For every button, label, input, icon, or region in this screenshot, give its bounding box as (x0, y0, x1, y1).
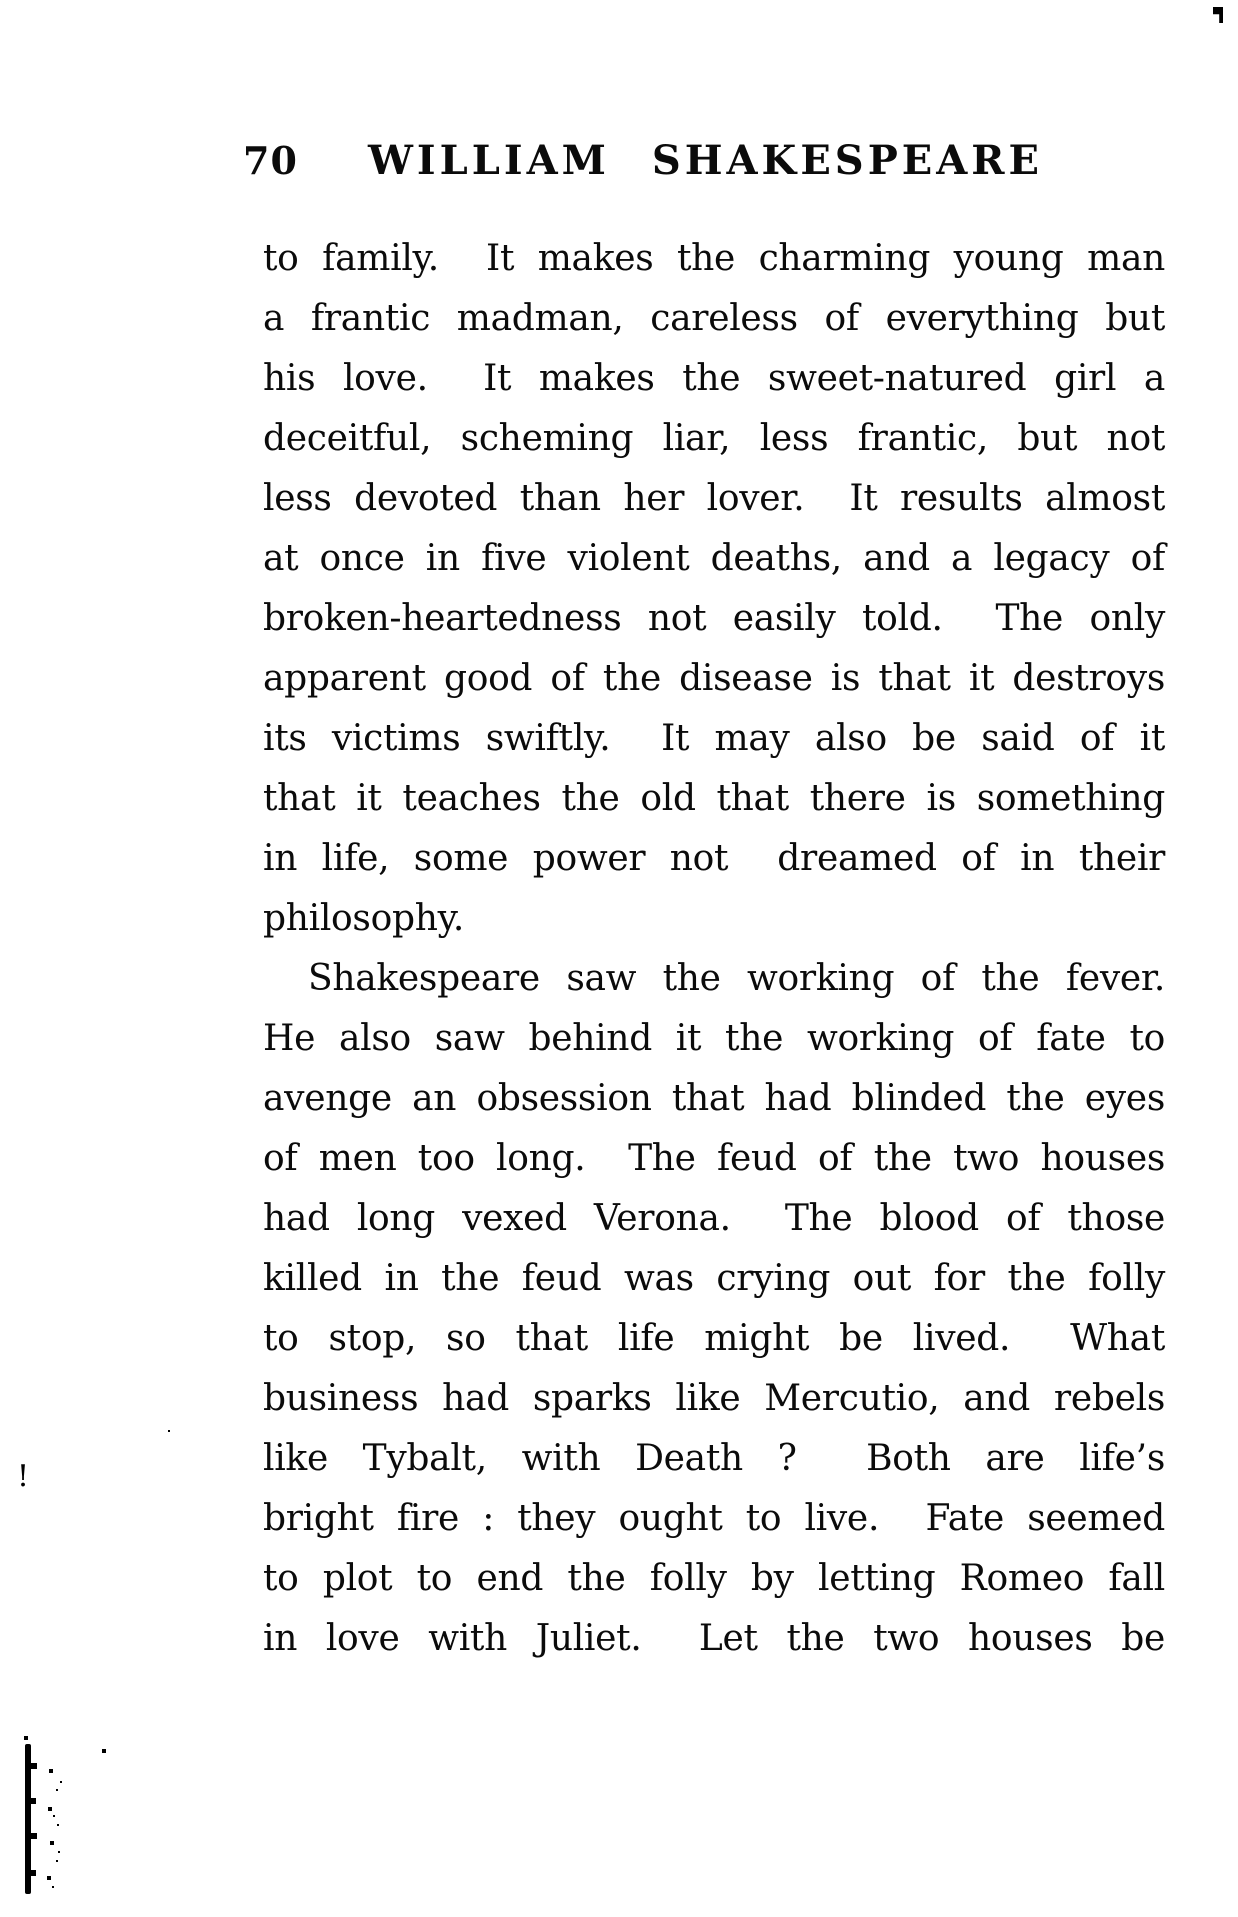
corner-ink-mark (1213, 7, 1223, 23)
text-line: in life, some power not dreamed of in their (263, 838, 1165, 879)
text-line: broken-heartedness not easily told. The only (263, 598, 1165, 639)
ink-speckles (0, 0, 2, 2)
margin-exclamation-mark: ! (17, 1459, 30, 1494)
text-line: at once in five violent deaths, and a legacy of (263, 538, 1165, 579)
text-line: less devoted than her lover. It results almost (263, 478, 1165, 519)
text-block (263, 229, 1165, 1669)
text-line: deceitful, scheming liar, less frantic, but not (263, 418, 1165, 459)
paragraph (263, 229, 1165, 949)
text-line: its victims swiftly. It may also be said of it (263, 718, 1165, 759)
text-line: to family. It makes the charming young man (263, 238, 1165, 279)
text-line: that it teaches the old that there is something (263, 778, 1165, 819)
text-line: his love. It makes the sweet-natured girl a (263, 358, 1165, 399)
text-line: avenge an obsession that had blinded the eyes (263, 1078, 1165, 1119)
ink-smudge (25, 1744, 31, 1894)
text-line: to plot to end the folly by letting Romeo fall (263, 1558, 1165, 1599)
text-line: philosophy. (263, 898, 465, 939)
page-title: WILLIAM SHAKESPEARE (368, 137, 1044, 184)
text-line: like Tybalt, with Death ? Both are life’s (263, 1438, 1165, 1479)
paragraph (263, 949, 1165, 1669)
text-line: Shakespeare saw the working of the fever. (308, 958, 1165, 999)
running-head (0, 138, 1238, 184)
text-line: in love with Juliet. Let the two houses be (263, 1618, 1165, 1659)
text-line: business had sparks like Mercutio, and rebels (263, 1378, 1165, 1419)
text-line: to stop, so that life might be lived. What (263, 1318, 1165, 1359)
page-number: 70 (243, 138, 298, 183)
text-line: He also saw behind it the working of fate to (263, 1018, 1165, 1059)
text-line: had long vexed Verona. The blood of those (263, 1198, 1165, 1239)
text-line: of men too long. The feud of the two houses (263, 1138, 1165, 1179)
text-line: bright fire : they ought to live. Fate seemed (263, 1498, 1165, 1539)
text-line: killed in the feud was crying out for the folly (263, 1258, 1165, 1299)
text-line: a frantic madman, careless of everything but (263, 298, 1165, 339)
text-line: apparent good of the disease is that it destroys (263, 658, 1165, 699)
